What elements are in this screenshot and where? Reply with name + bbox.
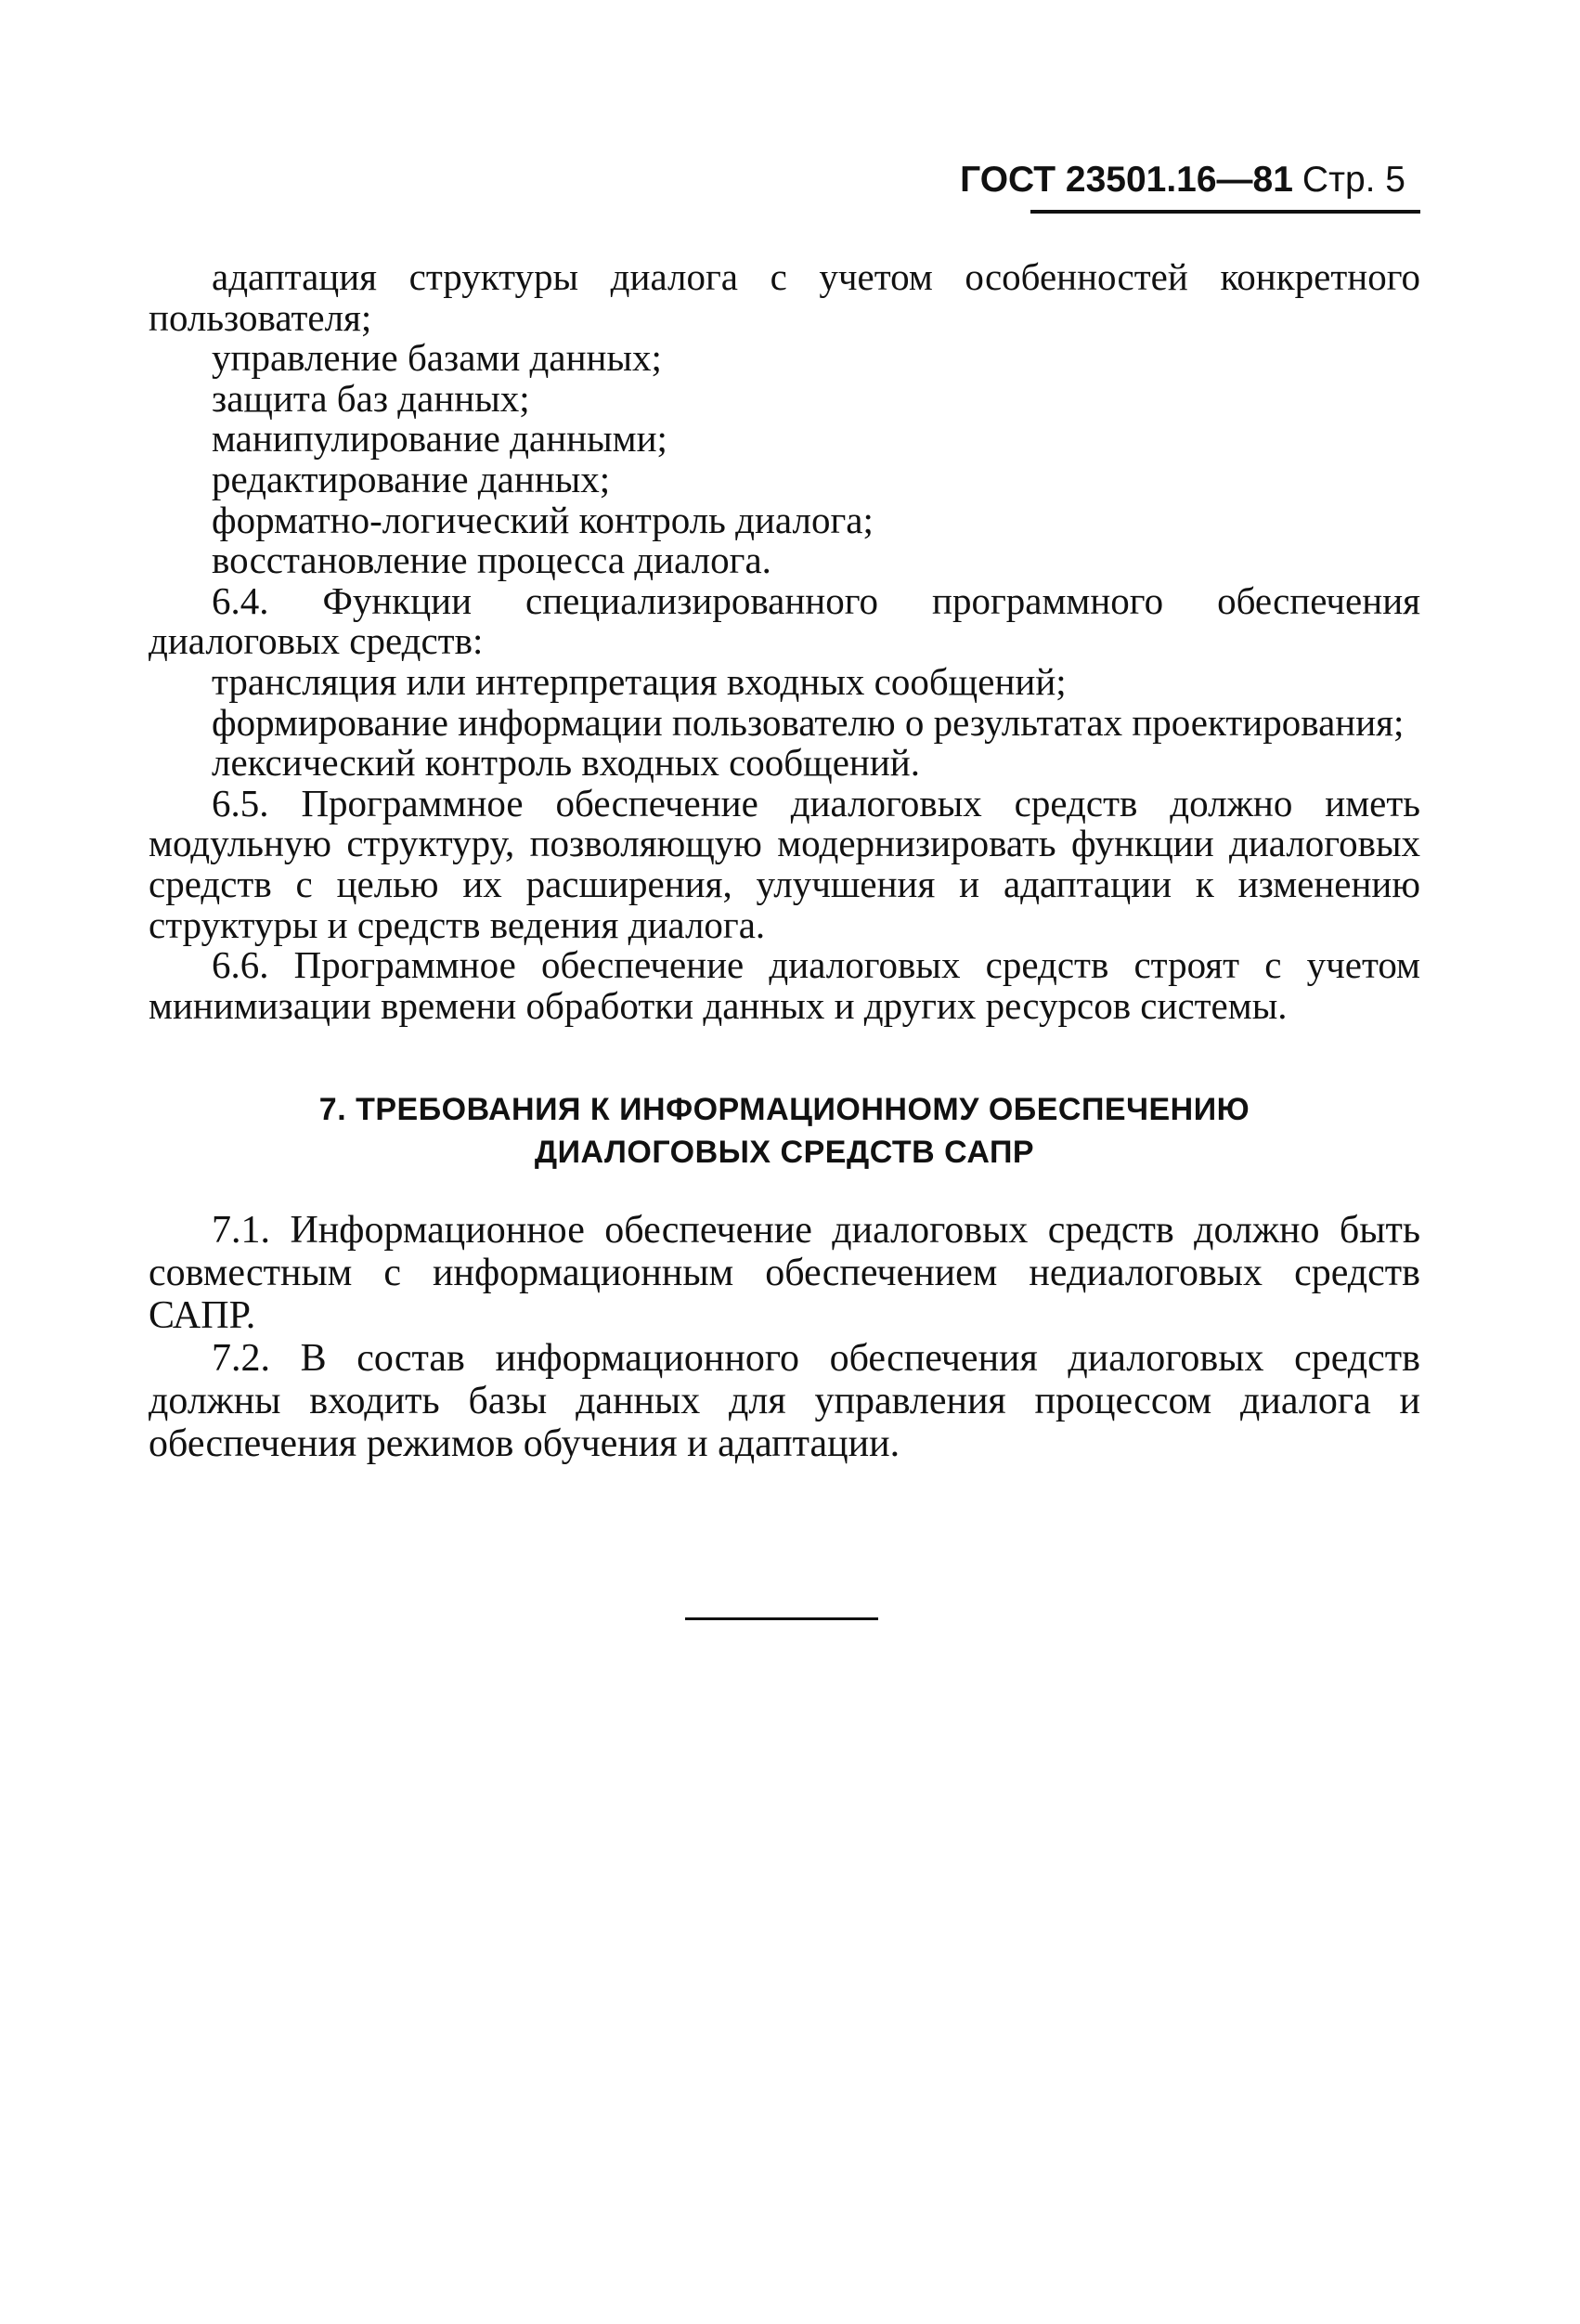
header-rule xyxy=(1030,210,1420,214)
list-item: адаптация структуры диалога с учетом особенностей конкретного пользователя; xyxy=(149,255,1420,339)
standard-number: ГОСТ 23501.16—81 xyxy=(960,160,1293,200)
page-number: Стр. 5 xyxy=(1302,160,1405,200)
list-item: формирование информации пользователю о результатах проектирования; xyxy=(212,700,1405,744)
list-item: управление базами данных; xyxy=(212,336,662,380)
page-header xyxy=(960,158,1405,202)
list-item: восстановление процесса диалога. xyxy=(212,539,771,582)
clause-6-4: 6.4. Функции специализированного программного обеспечения диалоговых средств: xyxy=(149,578,1420,663)
clause-6-6: 6.6. Программное обеспечение диалоговых средств строят с учетом минимизации времени обработки данных и других ресурсов системы. xyxy=(149,943,1420,1027)
section-7-heading xyxy=(149,1088,1420,1174)
list-item: лексический контроль входных сообщений. xyxy=(212,741,920,785)
section-7-heading-line-1: 7. ТРЕБОВАНИЯ К ИНФОРМАЦИОННОМУ ОБЕСПЕЧЕНИЮ xyxy=(318,1092,1250,1128)
clause-7-2: 7.2. В состав информационного обеспечения диалоговых средств должны входить базы данных для управления процессом диалога и обеспечения режимов обучения и адаптации. xyxy=(149,1337,1420,1466)
list-item: форматно-логический контроль диалога; xyxy=(212,498,874,541)
section-7-heading-line-2: ДИАЛОГОВЫХ СРЕДСТВ САПР xyxy=(534,1135,1035,1171)
list-item: манипулирование данными; xyxy=(212,417,667,461)
end-rule xyxy=(685,1617,878,1620)
clause-6-5: 6.5. Программное обеспечение диалоговых средств должно иметь модульную структуру, позволяющую модернизировать функции диалоговых средств с целью их расширения, улучшения и адаптации к изменению структуры и средств ведения диалога. xyxy=(149,781,1420,946)
body-text xyxy=(149,257,1420,1465)
clause-7-1: 7.1. Информационное обеспечение диалоговых средств должно быть совместным с информационным обеспечением недиалоговых средств САПР. xyxy=(149,1209,1420,1338)
list-item: редактирование данных; xyxy=(212,457,611,500)
list-item: защита баз данных; xyxy=(212,376,530,420)
list-item: трансляция или интерпретация входных сообщений; xyxy=(212,659,1067,703)
